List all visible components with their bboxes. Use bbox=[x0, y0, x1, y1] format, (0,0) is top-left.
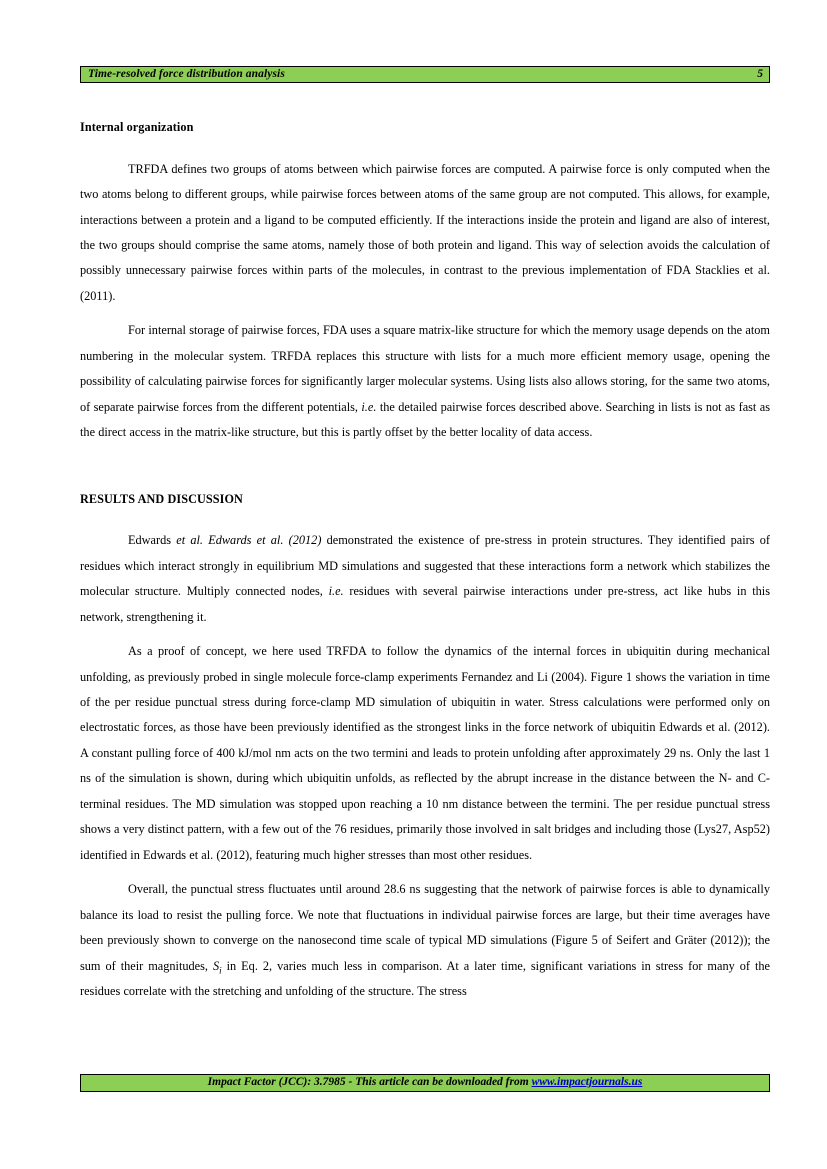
spacer bbox=[80, 868, 770, 877]
paragraph-text: TRFDA defines two groups of atoms between which pairwise forces are computed. A pairwise force is only computed when the two atoms belong to different groups, while pairwise forces between atoms of the same group are not computed. This allows, for example, interactions between a protein and a ligand to be computed efficiently. If the interactions inside the protein and ligand are also of interest, the two groups should comprise the same atoms, namely those of both protein and ligand. This way of selection avoids the calculation of possibly unnecessary pairwise forces within parts of the molecules, in contrast to the previous implementation of FDA Stacklies et al. (2011). bbox=[80, 161, 770, 303]
paragraph-text-part-1: Overall, the punctual stress fluctuates until around 28.6 ns suggesting that the network of pairwise forces is able to dynamically balance its load to resist the pulling force. We note that fluctuations in individual pairwise forces are large, but their time averages have been previously shown to converge on the nanosecond time scale of typical MD simulations (Figure 5 of Seifert and Gräter (2012)); the sum of their magnitudes, bbox=[80, 882, 770, 973]
paragraph-trfda-groups bbox=[80, 157, 770, 310]
section-heading-results-and-discussion: RESULTS AND DISCUSSION bbox=[80, 491, 243, 506]
spacer bbox=[80, 446, 770, 492]
spacer bbox=[80, 309, 770, 318]
document-body bbox=[80, 120, 770, 1004]
spacer bbox=[80, 506, 770, 528]
paragraph-text: As a proof of concept, we here used TRFDA to follow the dynamics of the internal forces in ubiquitin during mechanical unfolding, as previously probed in single molecule force-clamp experiments Fernandez and Li (2004). Figure 1 shows the variation in time of the per residue punctual stress during force-clamp MD simulation of ubiquitin in water. Stress calculations were performed only on electrostatic forces, as those have been previously identified as the strongest links in the force network of ubiquitin Edwards et al. (2012). A constant pulling force of 400 kJ/mol nm acts on the two termini and leads to protein unfolding after approximately 29 ns. Only the last 1 ns of the simulation is shown, during which ubiquitin unfolds, as reflected by the abrupt increase in the distance between the N- and C-terminal residues. The MD simulation was stopped upon reaching a 10 nm distance between the termini. The per residue punctual stress shows a very distinct pattern, with a few out of the 76 residues, primarily those involved in salt bridges and including those (Lys27, Asp52) identified in Edwards et al. (2012), featuring much higher stresses than most other residues. bbox=[80, 644, 770, 862]
paragraph-text-part-2: in Eq. 2, varies much less in comparison. At a later time, significant variations in stress for many of the residues correlate with the stretching and unfolding of the structure. The stress bbox=[80, 958, 770, 998]
subscript-i: i bbox=[219, 964, 222, 975]
footer-label: Impact Factor (JCC): 3.7985 - This article can be downloaded from bbox=[207, 1076, 532, 1089]
paragraph-text-part-1: Edwards bbox=[128, 533, 177, 548]
footer-bar bbox=[80, 1074, 770, 1092]
spacer bbox=[80, 630, 770, 639]
paragraph-punctual-stress-overall bbox=[80, 877, 770, 1004]
paragraph-internal-storage bbox=[80, 318, 770, 445]
paragraph-text-part-1: For internal storage of pairwise forces, FDA uses a square matrix-like structure for which the memory usage depends on the atom numbering in the molecular system. TRFDA replaces this structure with lists for a much more efficient memory usage, opening the possibility of calculating pairwise forces for significantly larger molecular systems. Using lists also allows storing, for the same two atoms, of separate pairwise forces from the different potentials, bbox=[80, 323, 770, 414]
paragraph-text-part-2: the detailed pairwise forces described above. Searching in lists is not as fast as the direct access in the matrix-like structure, but this is partly offset by the better locality of data access. bbox=[80, 399, 770, 440]
section-heading-internal-organization: Internal organization bbox=[80, 120, 194, 134]
spacer bbox=[80, 135, 770, 157]
running-header-bar bbox=[80, 66, 770, 83]
paragraph-text-part-2: demonstrated the existence of pre-stress in protein structures. They identified pairs of residues which interact strongly in equilibrium MD simulations and suggested that these interactions form a network which stabilizes the molecular structure. Multiply connected nodes, bbox=[80, 533, 770, 599]
citation-edwards-2012: et al. Edwards et al. (2012) bbox=[176, 533, 322, 548]
footer-journal-link[interactable]: www.impactjournals.us bbox=[531, 1076, 643, 1089]
emphasis-ie: i.e. bbox=[361, 399, 377, 414]
paragraph-edwards-prestress bbox=[80, 528, 770, 630]
running-header-title: Time-resolved force distribution analysis bbox=[88, 67, 285, 80]
page-number: 5 bbox=[757, 67, 763, 80]
paragraph-text-part-3: residues with several pairwise interactions under pre-stress, act like hubs in this network, strengthening it. bbox=[80, 584, 770, 624]
paragraph-proof-of-concept bbox=[80, 639, 770, 868]
symbol-s: S bbox=[212, 958, 220, 973]
emphasis-ie: i.e. bbox=[328, 584, 344, 599]
footer-impact-factor-text bbox=[208, 1077, 643, 1089]
